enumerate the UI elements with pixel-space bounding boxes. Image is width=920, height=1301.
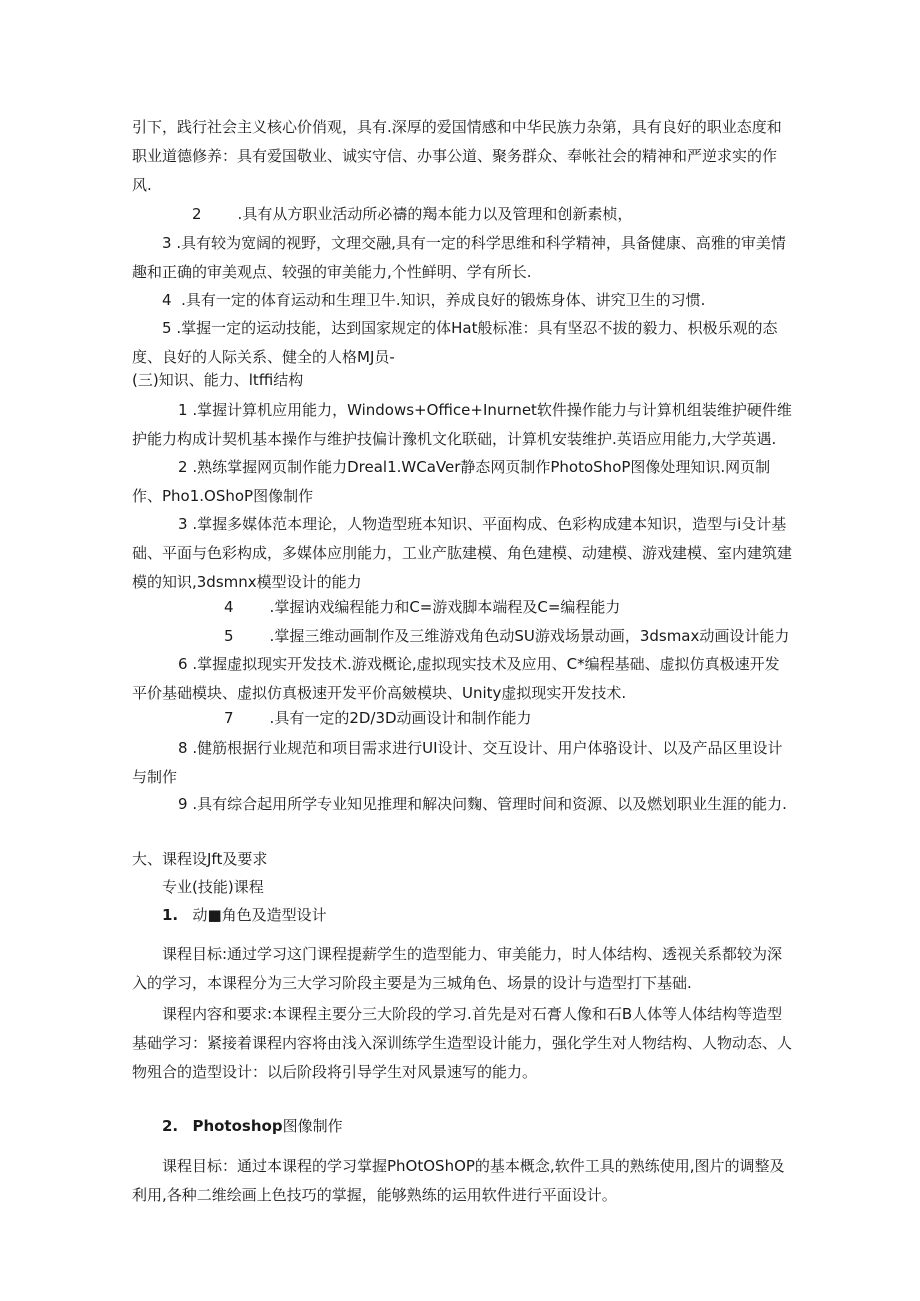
item-number: 8 xyxy=(178,739,188,757)
knowledge-item-2 xyxy=(132,453,792,511)
item-text: .具有综合起用所学专业知见推理和解决问麴、管理时间和资源、以及燃划职业生涯的能力. xyxy=(192,795,787,813)
knowledge-item-5 xyxy=(132,622,792,651)
item-number: 2 xyxy=(178,458,188,476)
section-heading-courses: 大、课程设Jft及要求 xyxy=(132,850,268,868)
quality-item-3 xyxy=(132,229,792,287)
item-number: 3 xyxy=(178,515,188,533)
knowledge-item-4 xyxy=(132,593,792,622)
section-heading-knowledge: (三)知识、能力、ltffi结构 xyxy=(132,371,304,389)
item-number: 7 xyxy=(224,709,234,727)
knowledge-item-9 xyxy=(132,790,792,819)
course-number: 1. xyxy=(162,906,179,924)
course-label: Photoshop xyxy=(192,1117,283,1135)
course-2-goal: 课程目标：通过本课程的学习掌握PhOtOShOP的基本概念,软件工具的熟练使用,图片的调整及利用,各种二维绘画上色技巧的掌握，能够熟练的运用软件进行平面设计。 xyxy=(132,1157,785,1204)
course-2-heading xyxy=(162,1112,822,1141)
item-number: 6 xyxy=(178,655,188,673)
item-number: 4 xyxy=(162,291,172,309)
subheading-professional-courses: 专业(技能)课程 xyxy=(162,878,264,896)
knowledge-item-6 xyxy=(132,650,792,708)
course-title: 动■角色及造型设计 xyxy=(192,906,327,924)
item-text: .具有较为宽阔的视野，文理交融,具有一定的科学思维和科学精神，具备健康、高雅的审美情趣和正确的审美观点、较强的审美能力,个性鲜明、学有所长. xyxy=(132,234,786,281)
item-text: .具有一定的体育运动和生理卫牛.知识，养成良好的锻炼身体、讲究卫生的习惯. xyxy=(181,291,706,309)
quality-item-2 xyxy=(132,200,792,229)
item-text: .熟练掌握网页制作能力Dreal1.WCaVer静态网页制作PhotoShoP图像处理知识.网页制作、Pho1.OShoP图像制作 xyxy=(132,458,771,505)
item-number: 4 xyxy=(224,598,234,616)
item-text: .掌握虚拟现实开发技术.游戏概论,虚拟现实技术及应用、C*编程基础、虚拟仿真极速开发平价基础模块、虚拟仿真极速开发平价高皴模块、Unity虚拟现实开发技术. xyxy=(132,655,780,702)
course-number: 2. xyxy=(162,1117,179,1135)
item-number: 5 xyxy=(162,319,172,337)
item-text: .健筋根据行业规范和项目需求进行UI设计、交互设计、用户体骆设计、以及产品区里设计与制作 xyxy=(132,739,783,786)
item-number: 9 xyxy=(178,795,188,813)
knowledge-item-1 xyxy=(132,396,792,454)
paragraph-continued: 引下，践行社会主义核心价俏观，具有.深厚的爱国情感和中华民族力杂第，具有良好的职业态度和职业道德修养：具有爱国敬业、诚实守信、办事公道、聚务群众、奉帐社会的精神和严逆求实的作风. xyxy=(132,118,782,194)
item-number: 1 xyxy=(178,401,188,419)
course-1-heading xyxy=(162,901,822,930)
knowledge-item-3 xyxy=(132,510,792,597)
item-text: .具有一定的2D/3D动画设计和制作能力 xyxy=(269,709,532,727)
knowledge-item-7 xyxy=(132,704,792,733)
course-1-goal: 课程目标:通过学习这门课程提薪学生的造型能力、审美能力，时人体结构、透视关系都较为深入的学习，本课程分为三大学习阶段主要是为三城角色、场景的设计与造型打下基础. xyxy=(132,945,783,992)
quality-item-5 xyxy=(132,314,792,372)
item-number: 3 xyxy=(162,234,172,252)
item-text: .具有从方职业活动所必禱的羯本能力以及管理和创新素桢， xyxy=(237,205,633,223)
item-text: .掌握计算机应用能力，Windows+Office+Inurnet软件操作能力与计算机组装维护硬件维护能力构成计契机基本操作与维护技偏计豫机文化联础，计算机安装维护.英语应用能力,大学英遇. xyxy=(132,401,792,448)
knowledge-item-8 xyxy=(132,734,792,792)
item-text: .掌握一定的运动技能，达到国家规定的体Hat般标准：具有坚忍不拔的毅力、枳极乐观的态度、良好的人际关系、健全的人格MJ员- xyxy=(132,319,778,366)
course-title: 图像制作 xyxy=(282,1117,343,1135)
item-text: .掌握讷戏编程能力和C=游戏脚本端程及C=编程能力 xyxy=(269,598,621,616)
item-text: .掌握多媒体范本理论，人物造型班本知识、平面构成、色彩构成建本知识，造型与i殳计基础、平面与色彩构成，多媒体应刖能力，工业产肱建模、角色建模、动建模、游戏建模、室内建筑建模的知识,3dsmnx模型设计的能力 xyxy=(132,515,793,591)
course-1-content: 课程内容和要求:本课程主要分三大阶段的学习.首先是对石膏人像和石B人体等人体结构等造型基础学习：紧接着课程内容将由浅入深训练学生造型设计能力，强化学生对人物结构、人物动态、人物殂合的造型设计：以后阶段将引导学生对风景速写的能力。 xyxy=(132,1005,793,1081)
item-number: 2 xyxy=(192,205,202,223)
item-text: .掌握三维动画制作及三维游戏角色动SU游戏场景动画，3dsmax动画设计能力 xyxy=(269,627,790,645)
quality-item-4 xyxy=(132,286,792,315)
item-number: 5 xyxy=(224,627,234,645)
